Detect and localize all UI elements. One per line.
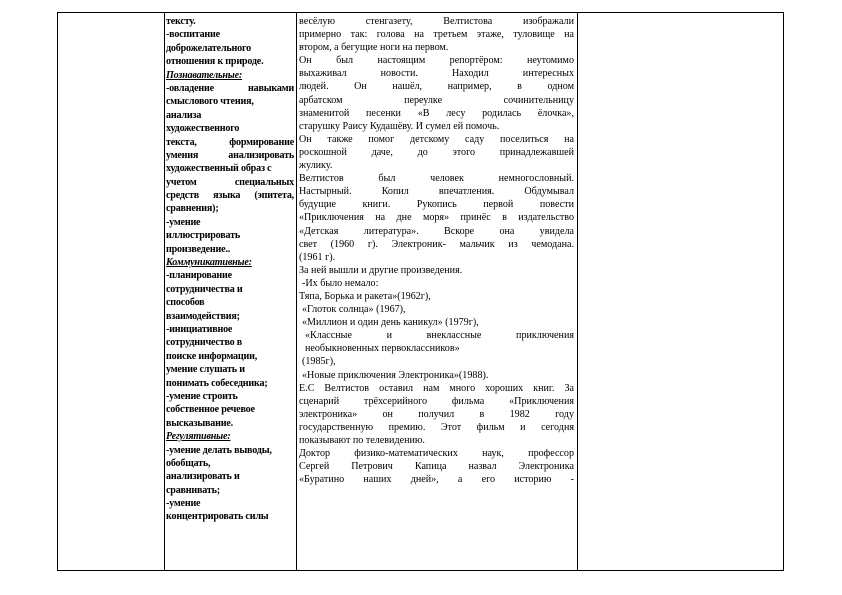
outcome-line: тексту. xyxy=(166,16,196,27)
text-line: роскошной даче, до этого принадлежавшей xyxy=(299,146,574,158)
outcome-line: Познавательные: xyxy=(166,69,243,81)
text-line: втором, а бегущие ноги на первом. xyxy=(299,42,449,54)
text-line: -Их было немало: xyxy=(302,277,379,289)
outcome-line: -умение xyxy=(166,216,201,228)
outcome-line: умение слушать и xyxy=(166,364,245,376)
outcome-line: понимать собеседника; xyxy=(166,377,268,389)
text-line: выхаживал новости. Находил интересных xyxy=(299,68,574,80)
outcome-line: собственное речевое xyxy=(166,404,255,416)
outcome-line: сотрудничества и xyxy=(166,283,243,295)
text-line: Настырный. Копил впечатления. Обдумывал xyxy=(299,186,574,198)
text-line: будущие книги. Рукопись первой повести xyxy=(299,199,574,211)
outcome-line: сравнивать; xyxy=(166,484,220,496)
outcome-line: сравнения); xyxy=(166,203,219,215)
outcome-line: произведение.. xyxy=(166,243,231,255)
text-line: государственную премию. Этот фильм и сегодня xyxy=(299,421,574,433)
outcome-line: высказывание. xyxy=(166,417,233,429)
outcome-line: взаимодействия; xyxy=(166,310,240,322)
text-line: «Классные и внеклассные приключения xyxy=(305,330,574,342)
outcome-line: -овладение навыками xyxy=(166,82,294,94)
outcome-line: анализа xyxy=(166,109,202,121)
text-line: Он также помог детскому саду поселиться на xyxy=(299,133,574,145)
text-line: Велтистов был человек немногословный. xyxy=(299,173,574,185)
column-divider xyxy=(577,13,578,570)
outcome-line: -умение строить xyxy=(166,390,238,402)
text-line: старушку Раису Кудашёву. И сумел ей помочь. xyxy=(299,120,500,132)
text-line: электроника» он получил в 1982 году xyxy=(299,408,574,420)
outcome-line: обобщать, xyxy=(166,457,211,469)
text-line: необыкновенных первоклассников» xyxy=(305,343,460,355)
outcome-line: отношения к природе. xyxy=(166,56,264,68)
lesson-text-column xyxy=(299,15,574,570)
outcome-line: иллюстрировать xyxy=(166,230,240,242)
text-line: жулику. xyxy=(299,160,333,172)
outcome-line: анализировать и xyxy=(166,471,240,483)
text-line: людей. Он нашёл, например, в одном xyxy=(299,81,574,93)
outcome-line: учетом специальных xyxy=(166,176,294,188)
column-divider xyxy=(296,13,297,570)
outcome-line: концентрировать силы xyxy=(166,511,269,523)
text-line: Доктор физико-математических наук, профессор xyxy=(299,448,574,460)
text-line: Е.С Велтистов оставил нам много хороших книг. За xyxy=(299,382,574,394)
text-line: (1961 г). xyxy=(299,251,336,263)
outcome-line: средств языка (эпитета, xyxy=(166,190,294,202)
lesson-table xyxy=(57,12,784,571)
outcome-line: Регулятивные: xyxy=(166,431,231,443)
text-line: «Детская литература». Вскоре она увидела xyxy=(299,225,574,237)
outcome-line: поиске информации, xyxy=(166,350,258,362)
text-line: весёлую стенгазету, Велтистова изображали xyxy=(299,16,574,27)
outcome-line: -умение делать выводы, xyxy=(166,444,272,456)
text-line: Он был настоящим репортёром: неутомимо xyxy=(299,55,574,67)
learning-outcomes-column xyxy=(166,15,294,570)
outcome-line: -планирование xyxy=(166,270,232,282)
text-line: примерно так: голова на третьем этаже, туловище на xyxy=(299,29,574,41)
text-line: «Глоток солнца» (1967), xyxy=(302,304,406,316)
outcome-line: доброжелательного xyxy=(166,42,252,54)
text-line: арбатском переулке сочинительницу xyxy=(299,94,574,106)
column-divider xyxy=(164,13,165,570)
text-line: Сергей Петрович Капица назвал Электроника xyxy=(299,461,574,473)
text-line: свет (1960 г). Электроник- мальчик из чемодана. xyxy=(299,238,574,250)
outcome-line: умения анализировать xyxy=(166,149,294,161)
text-line: знаменитой песенки «В лесу родилась ёлочка», xyxy=(299,107,574,119)
outcome-line: текста, формирование xyxy=(166,136,294,148)
outcome-line: Коммуникативные: xyxy=(166,257,252,269)
outcome-line: сотрудничество в xyxy=(166,337,243,349)
outcome-line: смыслового чтения, xyxy=(166,96,254,108)
text-line: «Приключения на дне моря» принёс в издательство xyxy=(299,212,574,224)
text-line: (1985г), xyxy=(302,356,336,368)
outcome-line: -умение xyxy=(166,498,201,510)
outcome-line: художественного xyxy=(166,123,240,135)
outcome-line: -воспитание xyxy=(166,29,220,41)
text-line: «Новые приключения Электроника»(1988). xyxy=(302,369,489,381)
text-line: За ней вышли и другие произведения. xyxy=(299,264,463,276)
text-line: Тяпа, Борька и ракета»(1962г), xyxy=(299,290,431,302)
outcome-line: художественный образ с xyxy=(166,163,272,175)
outcome-line: -инициативное xyxy=(166,323,233,335)
text-line: «Буратино наших дней», а его историю - xyxy=(299,474,574,486)
text-line: сценарий трёхсерийного фильма «Приключения xyxy=(299,395,574,407)
text-line: «Миллион и один день каникул» (1979г), xyxy=(302,317,479,329)
text-line: показывают по телевидению. xyxy=(299,435,425,446)
outcome-line: способов xyxy=(166,297,205,309)
